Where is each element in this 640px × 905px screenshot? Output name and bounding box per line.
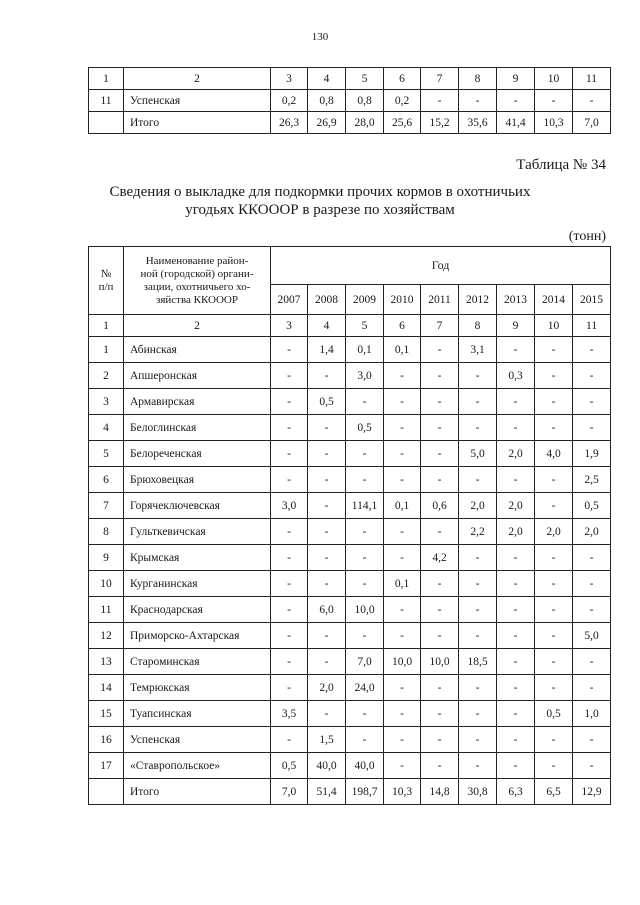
row-number-cell: 8 xyxy=(89,519,124,545)
value-cell: - xyxy=(271,597,308,623)
value-cell: 40,0 xyxy=(346,753,384,779)
value-cell: 2,0 xyxy=(459,493,497,519)
table-row xyxy=(89,597,611,623)
row-name-cell: Горячеключевская xyxy=(124,493,271,519)
value-cell: 0,3 xyxy=(497,363,535,389)
value-cell: - xyxy=(497,675,535,701)
value-cell: - xyxy=(271,623,308,649)
table-row xyxy=(89,493,611,519)
value-cell: - xyxy=(384,701,421,727)
value-cell: - xyxy=(459,597,497,623)
value-cell: 40,0 xyxy=(308,753,346,779)
value-cell: 3,1 xyxy=(459,337,497,363)
value-cell: 1,9 xyxy=(573,441,611,467)
cont-table-row xyxy=(89,112,611,134)
row-number-cell: 5 xyxy=(89,441,124,467)
value-cell: - xyxy=(497,90,535,112)
row-number-cell: 2 xyxy=(89,363,124,389)
column-number-6: 6 xyxy=(384,315,421,337)
value-cell: - xyxy=(573,389,611,415)
value-cell: - xyxy=(573,727,611,753)
row-number-cell: 10 xyxy=(89,571,124,597)
row-name-cell: Приморско-Ахтарская xyxy=(124,623,271,649)
value-cell: - xyxy=(346,441,384,467)
value-cell: 30,8 xyxy=(459,779,497,805)
value-cell: 4,2 xyxy=(421,545,459,571)
value-cell: 0,8 xyxy=(346,90,384,112)
value-cell: - xyxy=(535,623,573,649)
column-number-row xyxy=(89,315,611,337)
row-name-cell: Староминская xyxy=(124,649,271,675)
value-cell: - xyxy=(308,701,346,727)
value-cell: - xyxy=(271,545,308,571)
value-cell: - xyxy=(384,727,421,753)
value-cell: - xyxy=(459,623,497,649)
value-cell: - xyxy=(346,545,384,571)
value-cell: - xyxy=(271,519,308,545)
value-cell: - xyxy=(308,363,346,389)
value-cell: - xyxy=(459,675,497,701)
value-cell: - xyxy=(308,467,346,493)
value-cell: - xyxy=(271,571,308,597)
value-cell: - xyxy=(384,545,421,571)
row-number-cell: 9 xyxy=(89,545,124,571)
table-row xyxy=(89,467,611,493)
value-cell: 7,0 xyxy=(346,649,384,675)
row-number-cell: 3 xyxy=(89,389,124,415)
value-cell: - xyxy=(459,571,497,597)
value-cell: - xyxy=(573,545,611,571)
value-cell: - xyxy=(421,90,459,112)
value-cell: - xyxy=(421,337,459,363)
table-row xyxy=(89,363,611,389)
value-cell: - xyxy=(535,415,573,441)
value-cell: - xyxy=(573,571,611,597)
table-row xyxy=(89,753,611,779)
value-cell: 4,0 xyxy=(535,441,573,467)
value-cell: - xyxy=(346,623,384,649)
value-cell: - xyxy=(271,727,308,753)
header-year-2010: 2010 xyxy=(384,285,421,315)
value-cell: 18,5 xyxy=(459,649,497,675)
row-name-cell: Итого xyxy=(124,112,271,134)
value-cell: 2,0 xyxy=(497,493,535,519)
value-cell: - xyxy=(421,727,459,753)
value-cell: - xyxy=(421,753,459,779)
value-cell: - xyxy=(308,545,346,571)
value-cell: 114,1 xyxy=(346,493,384,519)
value-cell: 7,0 xyxy=(573,112,611,134)
value-cell: - xyxy=(459,753,497,779)
row-number-cell: 4 xyxy=(89,415,124,441)
value-cell: 10,0 xyxy=(384,649,421,675)
value-cell: - xyxy=(308,519,346,545)
value-cell: - xyxy=(535,753,573,779)
value-cell: - xyxy=(535,493,573,519)
value-cell: 6,5 xyxy=(535,779,573,805)
cont-column-number-10: 10 xyxy=(535,68,573,90)
value-cell: - xyxy=(384,519,421,545)
header-name: Наименование район- ной (городской) органи- зации, охотничьего хо- зяйства ККОООР xyxy=(124,247,271,315)
row-name-cell: Краснодарская xyxy=(124,597,271,623)
header-year-group: Год xyxy=(271,247,611,285)
value-cell: - xyxy=(271,389,308,415)
value-cell: - xyxy=(421,363,459,389)
cont-column-number-5: 5 xyxy=(346,68,384,90)
value-cell: - xyxy=(497,753,535,779)
table-row xyxy=(89,649,611,675)
value-cell: 2,0 xyxy=(535,519,573,545)
table-row xyxy=(89,727,611,753)
column-number-9: 9 xyxy=(497,315,535,337)
cont-column-number-1: 1 xyxy=(89,68,124,90)
header-year-2013: 2013 xyxy=(497,285,535,315)
row-name-cell: Абинская xyxy=(124,337,271,363)
cont-number-row xyxy=(89,68,611,90)
row-name-cell: Курганинская xyxy=(124,571,271,597)
row-number-cell: 6 xyxy=(89,467,124,493)
value-cell: 2,2 xyxy=(459,519,497,545)
header-year-2015: 2015 xyxy=(573,285,611,315)
value-cell: 0,1 xyxy=(384,571,421,597)
value-cell: 0,2 xyxy=(384,90,421,112)
table-row xyxy=(89,779,611,805)
row-number-cell: 11 xyxy=(89,597,124,623)
value-cell: - xyxy=(459,545,497,571)
cont-column-number-3: 3 xyxy=(271,68,308,90)
row-number-cell: 1 xyxy=(89,337,124,363)
value-cell: - xyxy=(271,675,308,701)
table-number: Таблица № 34 xyxy=(516,157,606,173)
cont-column-number-8: 8 xyxy=(459,68,497,90)
row-name-cell: Апшеронская xyxy=(124,363,271,389)
cont-column-number-7: 7 xyxy=(421,68,459,90)
value-cell: - xyxy=(459,701,497,727)
value-cell: - xyxy=(271,337,308,363)
value-cell: - xyxy=(497,389,535,415)
value-cell: 0,5 xyxy=(573,493,611,519)
row-number-cell: 11 xyxy=(89,90,124,112)
header-year-2014: 2014 xyxy=(535,285,573,315)
table-title-line2: угодьях ККОООР в разрезе по хозяйствам xyxy=(185,202,455,218)
value-cell: - xyxy=(459,90,497,112)
table-row xyxy=(89,519,611,545)
header-year-2011: 2011 xyxy=(421,285,459,315)
value-cell: - xyxy=(421,675,459,701)
value-cell: - xyxy=(308,571,346,597)
value-cell: 3,0 xyxy=(346,363,384,389)
value-cell: - xyxy=(421,571,459,597)
value-cell: - xyxy=(535,649,573,675)
header-year-2012: 2012 xyxy=(459,285,497,315)
value-cell: 28,0 xyxy=(346,112,384,134)
value-cell: 12,9 xyxy=(573,779,611,805)
value-cell: - xyxy=(384,675,421,701)
column-number-2: 2 xyxy=(124,315,271,337)
value-cell: - xyxy=(271,649,308,675)
value-cell: - xyxy=(497,571,535,597)
row-number-cell: 7 xyxy=(89,493,124,519)
cont-column-number-11: 11 xyxy=(573,68,611,90)
value-cell: 2,0 xyxy=(497,441,535,467)
value-cell: 0,5 xyxy=(346,415,384,441)
column-number-11: 11 xyxy=(573,315,611,337)
value-cell: - xyxy=(535,90,573,112)
value-cell: - xyxy=(421,701,459,727)
value-cell: - xyxy=(421,467,459,493)
value-cell: - xyxy=(421,519,459,545)
value-cell: - xyxy=(421,441,459,467)
row-name-cell: Белореченская xyxy=(124,441,271,467)
value-cell: 6,0 xyxy=(308,597,346,623)
table-title-line1: Сведения о выкладке для подкормки прочих кормов в охотничьих xyxy=(109,184,531,200)
value-cell: 24,0 xyxy=(346,675,384,701)
value-cell: - xyxy=(384,389,421,415)
row-name-cell: Темрюкская xyxy=(124,675,271,701)
value-cell: - xyxy=(346,727,384,753)
table-row xyxy=(89,545,611,571)
row-name-cell: Крымская xyxy=(124,545,271,571)
table-row xyxy=(89,675,611,701)
value-cell: - xyxy=(384,363,421,389)
value-cell: - xyxy=(497,701,535,727)
value-cell: 0,1 xyxy=(384,493,421,519)
continuation-table xyxy=(88,67,611,134)
value-cell: 0,5 xyxy=(535,701,573,727)
value-cell: 10,0 xyxy=(346,597,384,623)
row-name-cell: Гульткевичская xyxy=(124,519,271,545)
value-cell: - xyxy=(271,467,308,493)
value-cell: - xyxy=(497,415,535,441)
row-name-cell: Белоглинская xyxy=(124,415,271,441)
value-cell: 0,5 xyxy=(271,753,308,779)
row-number-cell xyxy=(89,112,124,134)
value-cell: 14,8 xyxy=(421,779,459,805)
value-cell: - xyxy=(535,337,573,363)
value-cell: - xyxy=(459,467,497,493)
value-cell: - xyxy=(346,467,384,493)
value-cell: - xyxy=(346,389,384,415)
table-title xyxy=(60,183,580,219)
value-cell: - xyxy=(384,467,421,493)
value-cell: 2,0 xyxy=(497,519,535,545)
table-row xyxy=(89,389,611,415)
column-number-5: 5 xyxy=(346,315,384,337)
page-number: 130 xyxy=(311,31,329,43)
value-cell: 0,2 xyxy=(271,90,308,112)
table-row xyxy=(89,441,611,467)
value-cell: - xyxy=(308,415,346,441)
value-cell: 26,9 xyxy=(308,112,346,134)
value-cell: - xyxy=(459,415,497,441)
row-name-cell: Армавирская xyxy=(124,389,271,415)
table-row xyxy=(89,415,611,441)
cont-column-number-2: 2 xyxy=(124,68,271,90)
row-name-cell: Успенская xyxy=(124,90,271,112)
value-cell: - xyxy=(573,363,611,389)
value-cell: - xyxy=(497,597,535,623)
value-cell: 25,6 xyxy=(384,112,421,134)
value-cell: 10,0 xyxy=(421,649,459,675)
value-cell: 41,4 xyxy=(497,112,535,134)
value-cell: - xyxy=(308,441,346,467)
value-cell: - xyxy=(384,415,421,441)
row-number-cell: 17 xyxy=(89,753,124,779)
value-cell: 0,8 xyxy=(308,90,346,112)
value-cell: - xyxy=(459,389,497,415)
value-cell: - xyxy=(535,675,573,701)
row-number-cell: 13 xyxy=(89,649,124,675)
value-cell: - xyxy=(497,623,535,649)
value-cell: - xyxy=(384,441,421,467)
table-row xyxy=(89,337,611,363)
value-cell: - xyxy=(535,597,573,623)
value-cell: - xyxy=(535,571,573,597)
value-cell: 15,2 xyxy=(421,112,459,134)
value-cell: - xyxy=(384,623,421,649)
column-number-3: 3 xyxy=(271,315,308,337)
value-cell: - xyxy=(421,597,459,623)
value-cell: 1,5 xyxy=(308,727,346,753)
value-cell: - xyxy=(535,467,573,493)
value-cell: 0,1 xyxy=(346,337,384,363)
value-cell: 10,3 xyxy=(384,779,421,805)
row-number-cell xyxy=(89,779,124,805)
value-cell: - xyxy=(384,753,421,779)
value-cell: 0,5 xyxy=(308,389,346,415)
value-cell: - xyxy=(346,701,384,727)
value-cell: - xyxy=(573,90,611,112)
value-cell: - xyxy=(271,363,308,389)
value-cell: 5,0 xyxy=(573,623,611,649)
cont-table-row xyxy=(89,90,611,112)
row-number-cell: 15 xyxy=(89,701,124,727)
table-row xyxy=(89,623,611,649)
value-cell: - xyxy=(459,363,497,389)
value-cell: - xyxy=(573,337,611,363)
column-number-4: 4 xyxy=(308,315,346,337)
column-number-1: 1 xyxy=(89,315,124,337)
value-cell: - xyxy=(346,519,384,545)
value-cell: 3,5 xyxy=(271,701,308,727)
cont-column-number-4: 4 xyxy=(308,68,346,90)
value-cell: 7,0 xyxy=(271,779,308,805)
cont-column-number-9: 9 xyxy=(497,68,535,90)
row-number-cell: 14 xyxy=(89,675,124,701)
value-cell: - xyxy=(573,597,611,623)
value-cell: - xyxy=(535,727,573,753)
row-number-cell: 12 xyxy=(89,623,124,649)
value-cell: - xyxy=(421,389,459,415)
value-cell: - xyxy=(346,571,384,597)
header-year-2009: 2009 xyxy=(346,285,384,315)
value-cell: 0,6 xyxy=(421,493,459,519)
value-cell: - xyxy=(573,649,611,675)
value-cell: 26,3 xyxy=(271,112,308,134)
value-cell: 2,0 xyxy=(573,519,611,545)
value-cell: - xyxy=(308,493,346,519)
value-cell: 198,7 xyxy=(346,779,384,805)
unit-note: (тонн) xyxy=(568,229,606,244)
value-cell: 0,1 xyxy=(384,337,421,363)
value-cell: - xyxy=(535,389,573,415)
header-year-2007: 2007 xyxy=(271,285,308,315)
value-cell: 6,3 xyxy=(497,779,535,805)
row-name-cell: Итого xyxy=(124,779,271,805)
value-cell: - xyxy=(421,415,459,441)
column-number-10: 10 xyxy=(535,315,573,337)
value-cell: 1,4 xyxy=(308,337,346,363)
row-name-cell: Туапсинская xyxy=(124,701,271,727)
value-cell: - xyxy=(271,441,308,467)
cont-column-number-6: 6 xyxy=(384,68,421,90)
value-cell: - xyxy=(421,623,459,649)
value-cell: - xyxy=(497,467,535,493)
value-cell: - xyxy=(535,363,573,389)
value-cell: - xyxy=(535,545,573,571)
value-cell: - xyxy=(497,727,535,753)
value-cell: - xyxy=(573,753,611,779)
value-cell: 1,0 xyxy=(573,701,611,727)
value-cell: - xyxy=(459,727,497,753)
row-name-cell: Брюховецкая xyxy=(124,467,271,493)
value-cell: 51,4 xyxy=(308,779,346,805)
column-number-7: 7 xyxy=(421,315,459,337)
value-cell: - xyxy=(308,623,346,649)
row-number-cell: 16 xyxy=(89,727,124,753)
value-cell: 2,5 xyxy=(573,467,611,493)
header-year-2008: 2008 xyxy=(308,285,346,315)
main-table xyxy=(88,246,611,805)
table-row xyxy=(89,701,611,727)
row-name-cell: «Ставропольское» xyxy=(124,753,271,779)
header-num: № п/п xyxy=(89,247,124,315)
value-cell: 3,0 xyxy=(271,493,308,519)
value-cell: 2,0 xyxy=(308,675,346,701)
value-cell: - xyxy=(573,675,611,701)
column-number-8: 8 xyxy=(459,315,497,337)
value-cell: - xyxy=(384,597,421,623)
value-cell: - xyxy=(271,415,308,441)
value-cell: 35,6 xyxy=(459,112,497,134)
value-cell: - xyxy=(573,415,611,441)
value-cell: - xyxy=(497,337,535,363)
value-cell: 10,3 xyxy=(535,112,573,134)
value-cell: - xyxy=(497,545,535,571)
table-row xyxy=(89,571,611,597)
value-cell: 5,0 xyxy=(459,441,497,467)
row-name-cell: Успенская xyxy=(124,727,271,753)
value-cell: - xyxy=(308,649,346,675)
value-cell: - xyxy=(497,649,535,675)
